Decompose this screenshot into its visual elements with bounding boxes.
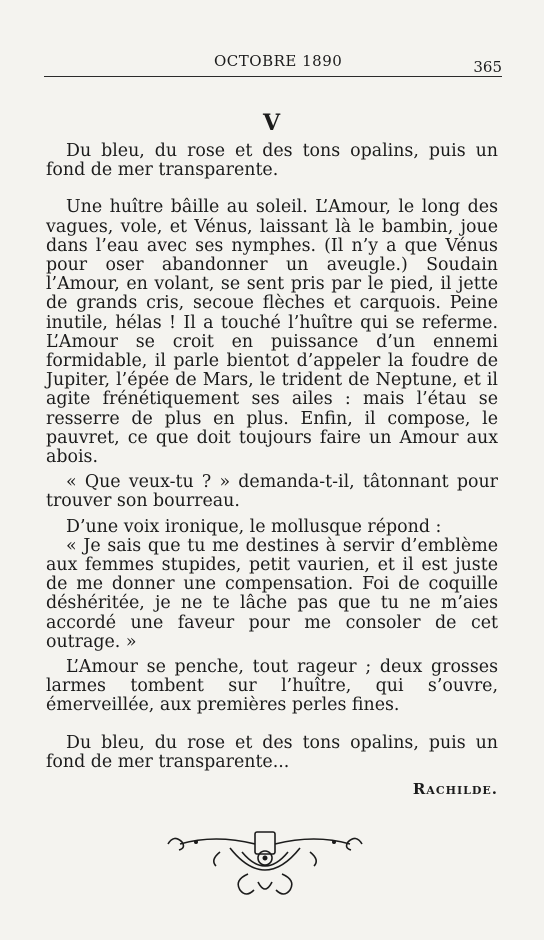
author-signature: Rachilde.	[412, 780, 498, 798]
fleuron-ornament	[160, 822, 370, 902]
page-number: 365	[473, 58, 502, 76]
text-body	[46, 142, 498, 772]
paragraph: « Que veux-tu ? » demanda-t-il, tâtonnant pour trouver son bourreau.	[46, 472, 498, 512]
paragraph: Une huître bâille au soleil. L’Amour, le long des vagues, vole, et Vénus, laissant là le bambin, joue dans l’eau avec ses nymphes. (Il n’y a que Vénus pour oser abandonner un aveugle.) Soudain l’Amour, en volant, se sent pris par le pied, il jette de grands cris, secoue flèches et carquois. Peine inutile, hélas ! Il a touché l’huître qui se referme. L’Amour se croit en puissance d’un ennemi formidable, il parle bientot d’appeler la foudre de Jupiter, l’épée de Mars, le trident de Neptune, et il agite frénétiquement ses ailes : mais l’étau se resserre de plus en plus. Enfin, il compose, le pauvret, ce que doit toujours faire un Amour aux abois.	[46, 197, 498, 468]
paragraph: « Je sais que tu me destines à servir d’emblème aux femmes stupides, petit vaurien, et il est juste de me donner une compensation. Foi de coquille déshéritée, je ne te lâche pas que tu ne m’aies accordé une faveur pour me consoler de cet outrage. »	[46, 535, 498, 652]
paragraph: D’une voix ironique, le mollusque répond :	[66, 516, 442, 537]
paragraph: Du bleu, du rose et des tons opalins, puis un fond de mer transparente...	[46, 732, 498, 772]
paragraph: Du bleu, du rose et des tons opalins, puis un fond de mer transparente.	[46, 141, 498, 181]
running-title: OCTOBRE 1890	[214, 52, 343, 70]
section-number: V	[262, 110, 282, 136]
paragraph: L’Amour se penche, tout rageur ; deux grosses larmes tombent sur l’huître, qui s’ouvre, émerveillée, aux premières perles fines.	[46, 657, 498, 716]
header-rule	[44, 76, 502, 77]
page-header	[44, 52, 502, 74]
